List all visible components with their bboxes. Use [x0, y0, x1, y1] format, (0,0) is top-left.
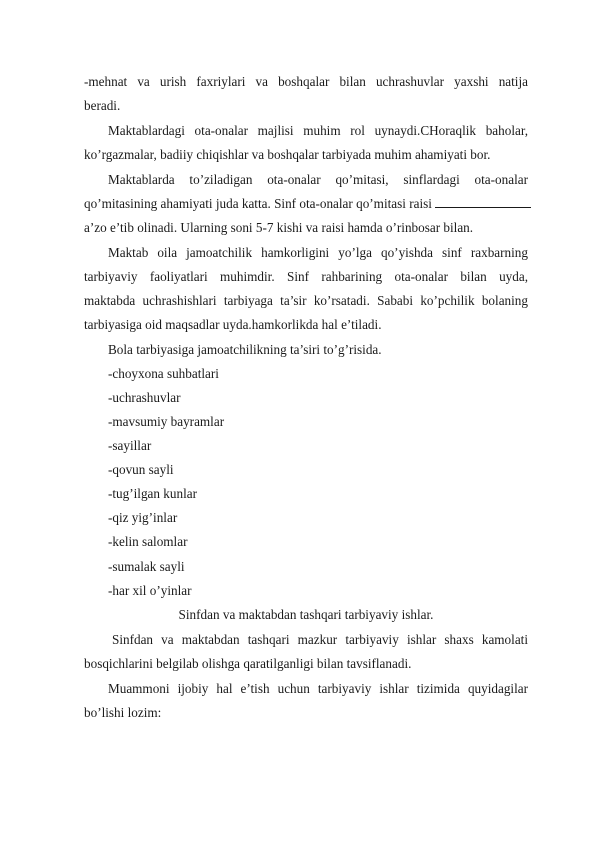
blank-line [435, 196, 531, 208]
paragraph-1-line-2: beradi. [84, 98, 121, 113]
paragraph-2-line-1: Maktablardagi ota-onalar majlisi muhim rol uynaydi.CHoraqlik baholar, [108, 123, 528, 138]
list-item: -sumalak sayli [108, 559, 185, 574]
list-item: -choyxona suhbatlari [108, 366, 219, 381]
list-item: -har xil o’yinlar [108, 583, 192, 598]
paragraph-3-line-2-text: qo’mitasining ahamiyati juda katta. Sinf ota-onalar qo’mitasi raisi [84, 196, 432, 211]
paragraph-4-line-3: maktabda uchrashishlari tarbiyaga ta’sir ko’rsatadi. Sababi ko’pchilik bolaning [84, 293, 528, 308]
paragraph-4-line-4: tarbiyasiga oid maqsadlar uyda.hamkorlikda hal e’tiladi. [84, 317, 382, 332]
list-item: -sayillar [108, 438, 152, 453]
paragraph-4-line-1: Maktab oila jamoatchilik hamkorligini yo’lga qo’yishda sinf raxbarning [108, 245, 528, 260]
paragraph-4-line-2: tarbiyaviy faoliyatlari muhimdir. Sinf rahbarining ota-onalar bilan uyda, [84, 269, 528, 284]
paragraph-5: Bola tarbiyasiga jamoatchilikning ta’siri to’g’risida. [108, 342, 382, 357]
paragraph-6-line-2: bosqichlarini belgilab olishga qaratilganligi bilan tavsiflanadi. [84, 656, 412, 671]
paragraph-3-line-2 [84, 196, 531, 212]
list-item: -tug’ilgan kunlar [108, 486, 197, 501]
paragraph-3-line-3: a’zo e’tib olinadi. Ularning soni 5-7 kishi va raisi hamda o’rinbosar bilan. [84, 220, 474, 235]
list-item: -mavsumiy bayramlar [108, 414, 225, 429]
paragraph-2-line-2: ko’rgazmalar, badiiy chiqishlar va boshqalar tarbiyada muhim ahamiyati bor. [84, 147, 491, 162]
paragraph-3-line-1: Maktablarda to’ziladigan ota-onalar qo’mitasi, sinflardagi ota-onalar [108, 172, 528, 187]
list-item: -qiz yig’inlar [108, 510, 178, 525]
list-item: -qovun sayli [108, 462, 174, 477]
list-item: -kelin salomlar [108, 534, 188, 549]
paragraph-1-line-1: -mehnat va urish faxriylari va boshqalar bilan uchrashuvlar yaxshi natija [84, 74, 528, 89]
list-item: -uchrashuvlar [108, 390, 181, 405]
paragraph-7-line-1: Muammoni ijobiy hal e’tish uchun tarbiyaviy ishlar tizimida quyidagilar [108, 681, 528, 696]
paragraph-7-line-2: bo’lishi lozim: [84, 705, 162, 720]
section-heading: Sinfdan va maktabdan tashqari tarbiyaviy ishlar. [178, 607, 434, 622]
paragraph-6-line-1: Sinfdan va maktabdan tashqari mazkur tarbiyaviy ishlar shaxs kamolati [112, 632, 528, 647]
